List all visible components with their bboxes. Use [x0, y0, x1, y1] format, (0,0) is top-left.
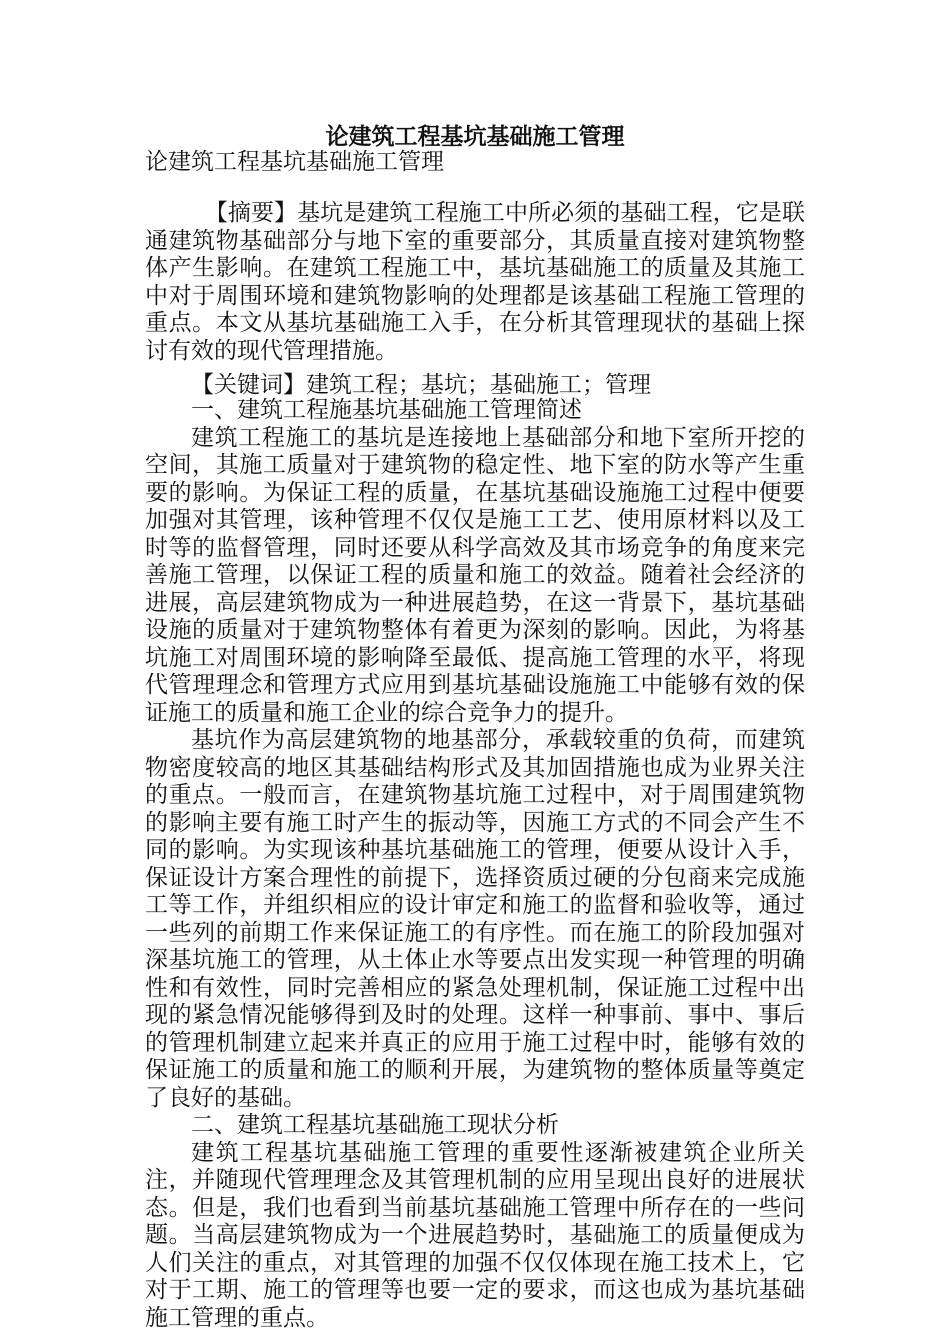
section-2-paragraph-1: 建筑工程基坑基础施工管理的重要性逐渐被建筑企业所关注，并随现代管理理念及其管理机制的应用呈现出良好的进展状态。但是，我们也看到当前基坑基础施工管理中所存在的一些问题。当高层建筑物成为一个进展趋势时，基础施工的质量便成为人们关注的重点，对其管理的加强不仅仅体现在施工技术上，它对于工期、施工的管理等也要一定的要求，而这也成为基坑基础施工管理的重点。 [145, 1139, 805, 1331]
document-title: 论建筑工程基坑基础施工管理 [325, 123, 625, 150]
section-1-paragraph-2: 基坑作为高层建筑物的地基部分，承载较重的负荷，而建筑物密度较高的地区其基础结构形式及其加固措施也成为业界关注的重点。一般而言，在建筑物基坑施工过程中，对于周围建筑物的影响主要有施工时产生的振动等，因施工方式的不同会产生不同的影响。为实现该种基坑基础施工的管理，便要从设计入手，保证设计方案合理性的前提下，选择资质过硬的分包商来完成施工等工作，并组织相应的设计审定和施工的监督和验收等，通过一些列的前期工作来保证施工的有序性。而在施工的阶段加强对深基坑施工的管理，从土体止水等要点出发实现一种管理的明确性和有效性，同时完善相应的紧急处理机制，保证施工过程中出现的紧急情况能够得到及时的处理。这样一种事前、事中、事后的管理机制建立起来并真正的应用于施工过程中时，能够有效的保证施工的质量和施工的顺利开展，为建筑物的整体质量等奠定了良好的基础。 [145, 727, 805, 1111]
document-subtitle: 论建筑工程基坑基础施工管理 [145, 149, 444, 175]
body-sections [145, 397, 805, 1332]
section-1-paragraph-1: 建筑工程施工的基坑是连接地上基础部分和地下室所开挖的空间，其施工质量对于建筑物的稳定性、地下室的防水等产生重要的影响。为保证工程的质量，在基坑基础设施施工过程中便要加强对其管理，该种管理不仅仅是施工工艺、使用原材料以及工时等的监督管理，同时还要从科学高效及其市场竞争的角度来完善施工管理，以保证工程的质量和施工的效益。随着社会经济的进展，高层建筑物成为一种进展趋势，在这一背景下，基坑基础设施的质量对于建筑物整体有着更为深刻的影响。因此，为将基坑施工对周围环境的影响降至最低、提高施工管理的水平，将现代管理理念和管理方式应用到基坑基础设施施工中能够有效的保证施工的质量和施工企业的综合竞争力的提升。 [145, 424, 805, 726]
section-heading-1: 一、建筑工程施基坑基础施工管理简述 [191, 397, 582, 423]
keywords-line: 【关键词】建筑工程；基坑；基础施工；管理 [191, 372, 651, 398]
section-heading-2: 二、建筑工程基坑基础施工现状分析 [191, 1112, 559, 1138]
abstract-paragraph: 【摘要】基坑是建筑工程施工中所必须的基础工程，它是联通建筑物基础部分与地下室的重要部分，其质量直接对建筑物整体产生影响。在建筑工程施工中，基坑基础施工的质量及其施工中对于周围环境和建筑物影响的处理都是该基础工程施工管理的重点。本文从基坑基础施工入手，在分析其管理现状的基础上探讨有效的现代管理措施。 [145, 200, 805, 364]
